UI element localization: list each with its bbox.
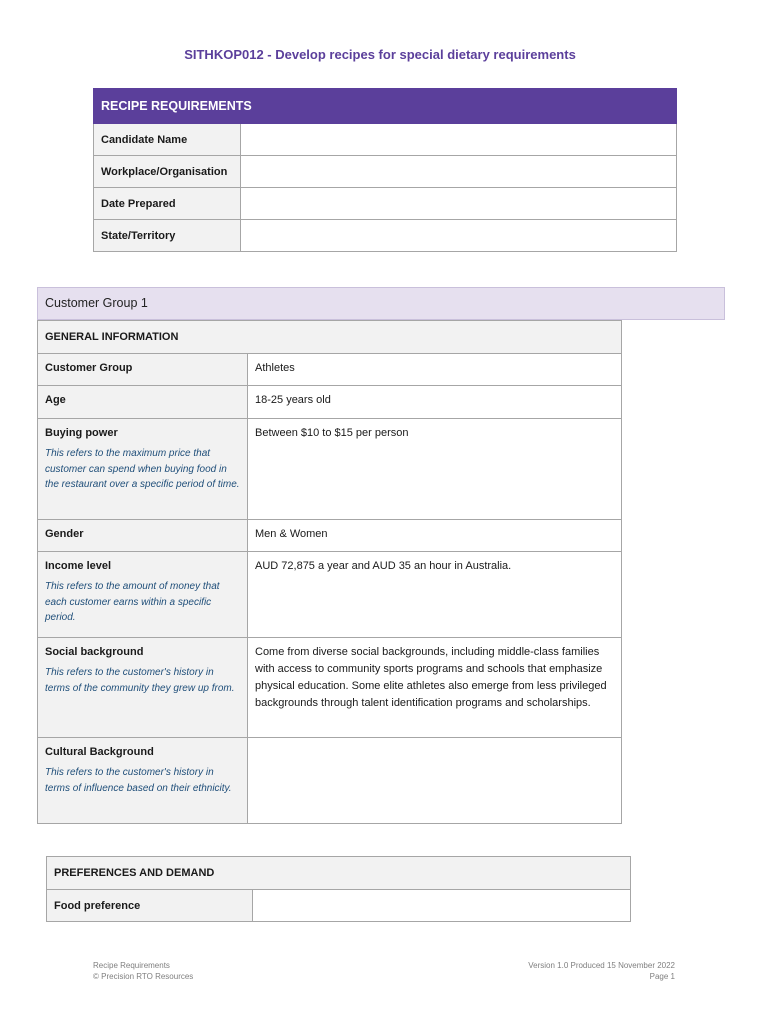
row-note: This refers to the customer's history in terms of the community they grew up from. — [45, 667, 235, 694]
social-background-label — [38, 638, 248, 738]
state-territory-label: State/Territory — [94, 220, 241, 252]
table-row — [94, 220, 677, 252]
table-row — [94, 124, 677, 156]
gender-field[interactable] — [248, 520, 622, 552]
row-value: AUD 72,875 a year and AUD 35 an hour in Australia. — [255, 560, 512, 572]
gender-label — [38, 520, 248, 552]
table-row — [38, 354, 622, 386]
row-value: 18-25 years old — [255, 394, 331, 406]
row-note: This refers to the amount of money that each customer earns within a specific period. — [45, 581, 220, 623]
workplace-field[interactable] — [241, 156, 677, 188]
row-note: This refers to the customer's history in terms of influence based on their ethnicity. — [45, 767, 232, 794]
row-value: Between $10 to $15 per person — [255, 427, 409, 439]
table-row — [38, 552, 622, 638]
customer-group-title: Customer Group 1 — [37, 287, 725, 320]
row-value: Athletes — [255, 362, 295, 374]
date-prepared-field[interactable] — [241, 188, 677, 220]
recipe-requirements-header: RECIPE REQUIREMENTS — [94, 89, 677, 124]
footer-left — [93, 961, 193, 982]
table-row — [94, 156, 677, 188]
cultural-background-label — [38, 738, 248, 824]
food-preference-field[interactable] — [253, 890, 631, 922]
footer-page-number: Page 1 — [649, 971, 675, 981]
candidate-name-label: Candidate Name — [94, 124, 241, 156]
food-preference-label: Food preference — [47, 890, 253, 922]
table-row — [38, 638, 622, 738]
table-row — [38, 386, 622, 419]
preferences-header: PREFERENCES AND DEMAND — [47, 857, 631, 890]
row-label: Customer Group — [45, 362, 133, 374]
row-label: Age — [45, 394, 66, 406]
row-value: Come from diverse social backgrounds, including middle-class families with access to community sports programs and schools that emphasize physical education. Some elite athletes also emerge from less privileged backgrounds through talent identification programs and scholarships. — [255, 646, 607, 709]
table-row — [38, 520, 622, 552]
row-label: Social background — [45, 646, 144, 658]
row-label: Income level — [45, 560, 112, 572]
row-value: Men & Women — [255, 528, 328, 540]
general-information-table — [37, 320, 622, 824]
workplace-label: Workplace/Organisation — [94, 156, 241, 188]
preferences-table — [46, 856, 631, 922]
customer-group-field[interactable] — [248, 354, 622, 386]
social-background-field[interactable] — [248, 638, 622, 738]
table-row — [94, 188, 677, 220]
table-row — [38, 419, 622, 520]
recipe-requirements-table — [93, 88, 677, 252]
footer-version: Version 1.0 Produced 15 November 2022 — [528, 961, 675, 970]
document-title: SITHKOP012 - Develop recipes for special dietary requirements — [184, 47, 576, 62]
candidate-name-field[interactable] — [241, 124, 677, 156]
buying-power-label — [38, 419, 248, 520]
row-label: Cultural Background — [45, 746, 154, 758]
state-territory-field[interactable] — [241, 220, 677, 252]
row-label: Buying power — [45, 427, 118, 439]
footer-right — [528, 961, 675, 982]
buying-power-field[interactable] — [248, 419, 622, 520]
table-row — [47, 890, 631, 922]
date-prepared-label: Date Prepared — [94, 188, 241, 220]
footer-copyright: © Precision RTO Resources — [93, 971, 194, 981]
age-label — [38, 386, 248, 419]
age-field[interactable] — [248, 386, 622, 419]
income-level-field[interactable] — [248, 552, 622, 638]
footer-document-name: Recipe Requirements — [93, 961, 170, 970]
customer-group-label — [38, 354, 248, 386]
general-information-header: GENERAL INFORMATION — [38, 321, 622, 354]
table-row — [38, 738, 622, 824]
income-level-label — [38, 552, 248, 638]
row-label: Gender — [45, 528, 84, 540]
cultural-background-field[interactable] — [248, 738, 622, 824]
row-note: This refers to the maximum price that customer can spend when buying food in the restaurant over a specific period of time. — [45, 448, 240, 490]
